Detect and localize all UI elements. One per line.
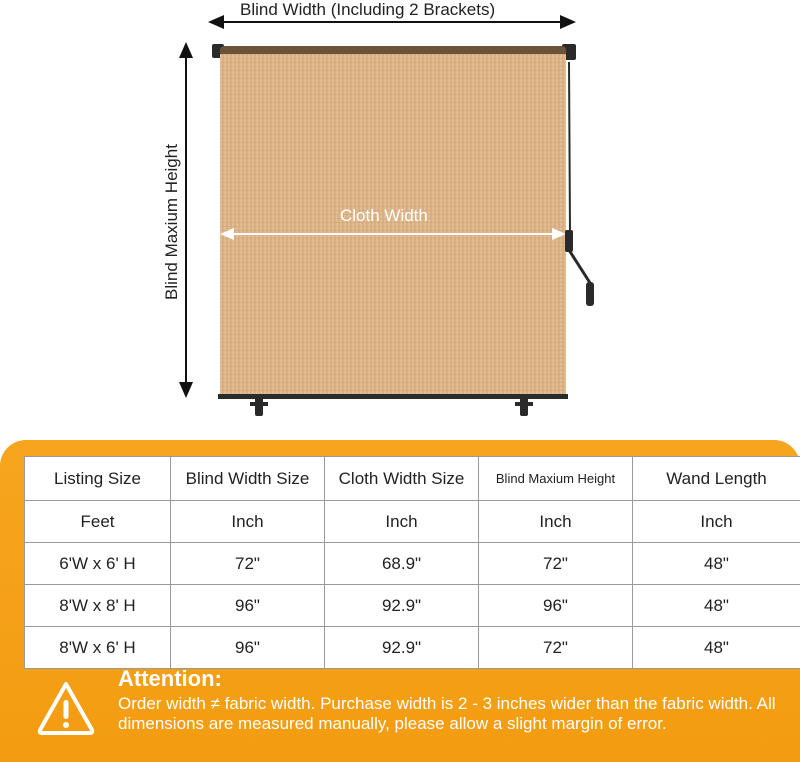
- table-cell: Feet: [25, 501, 171, 543]
- table-cell: 6'W x 6' H: [25, 543, 171, 585]
- table-cell: 92.9": [325, 627, 479, 669]
- crank-wand-icon: [565, 62, 594, 306]
- table-cell: 68.9": [325, 543, 479, 585]
- table-cell: Inch: [325, 501, 479, 543]
- table-cell: 96": [171, 627, 325, 669]
- table-cell: 96": [479, 585, 633, 627]
- table-cell: Inch: [479, 501, 633, 543]
- table-cell: 8'W x 8' H: [25, 585, 171, 627]
- cloth-width-label: Cloth Width: [340, 206, 428, 225]
- table-cell: Inch: [633, 501, 800, 543]
- blind-height-label: Blind Maxium Height: [162, 144, 181, 300]
- table-cell: 72": [479, 627, 633, 669]
- blind-width-label: Blind Width (Including 2 Brackets): [240, 0, 496, 19]
- table-cell: 96": [171, 585, 325, 627]
- attention-text: Order width ≠ fabric width. Purchase width is 2 - 3 inches wider than the fabric width. All dimensions are measured manually, please allow a slight margin of error.: [118, 694, 776, 733]
- warning-triangle-icon: [36, 680, 96, 736]
- bottom-bar: [218, 394, 568, 399]
- table-header-row: [25, 457, 800, 501]
- table-cell: 48": [633, 585, 800, 627]
- table-units-row: [25, 501, 800, 543]
- table-cell: 72": [171, 543, 325, 585]
- table-cell: 48": [633, 543, 800, 585]
- table-row: [25, 627, 800, 669]
- table-header: Wand Length: [633, 457, 800, 501]
- table-cell: 92.9": [325, 585, 479, 627]
- attention-title: Attention:: [118, 666, 222, 691]
- table-cell: 8'W x 6' H: [25, 627, 171, 669]
- table-cell: 72": [479, 543, 633, 585]
- size-table: [24, 456, 800, 669]
- table-row: [25, 543, 800, 585]
- table-row: [25, 585, 800, 627]
- table-cell: Inch: [171, 501, 325, 543]
- table-header: Blind Width Size: [171, 457, 325, 501]
- table-header: Cloth Width Size: [325, 457, 479, 501]
- table-header: Listing Size: [25, 457, 171, 501]
- table-header: Blind Maxium Height: [479, 457, 633, 501]
- table-cell: 48": [633, 627, 800, 669]
